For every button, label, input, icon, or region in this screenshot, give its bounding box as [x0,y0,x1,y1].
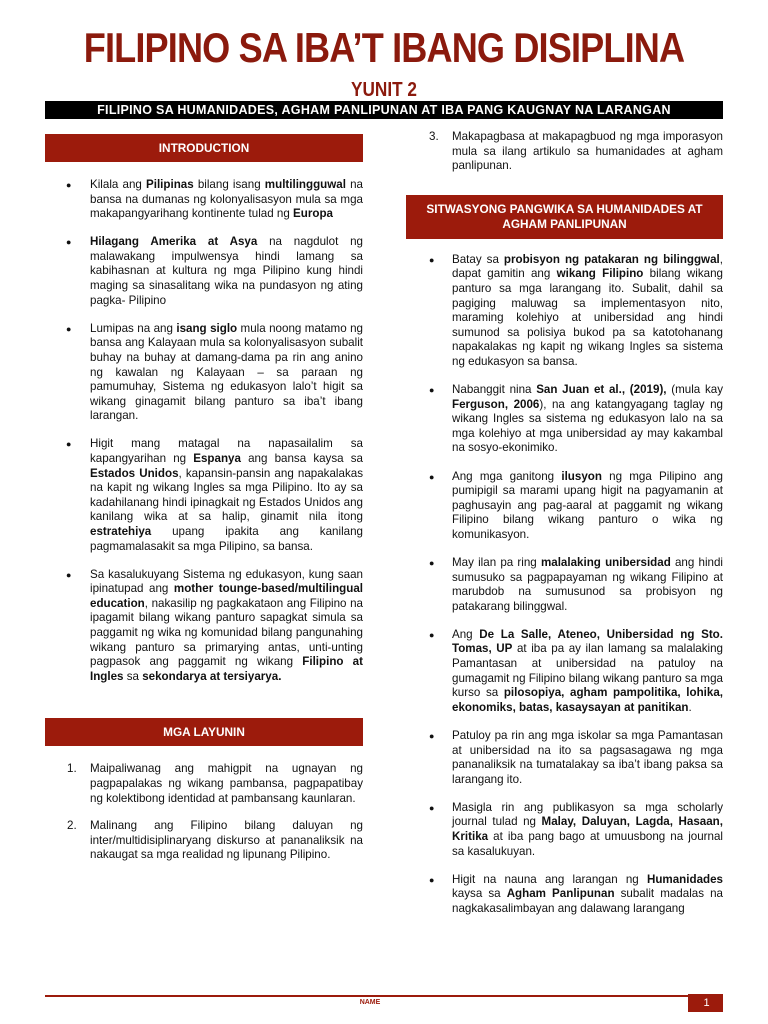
bold-text: mother tounge-based/multilingual education [90,582,363,610]
text-run: at iba pa ay ilan lamang sa malalaking Pamantasan at unibersidad na patuloy na gumagamit ng Filipino bilang wikang panturo sa mga kurso sa [452,642,723,700]
unit-label: YUNIT 2 [351,79,417,101]
layunin-heading: MGA LAYUNIN [45,718,363,746]
list-item [45,762,363,806]
item-number: 3. [429,130,439,143]
layunin-list-continued [406,130,723,174]
text-run: na nagdulot ng malawakang impulwensya hindi lamang sa kabihasnan at kultura ng mga Pilipino kung hindi maging sa sinasalitang wika na pundasyon ng ating pagka- Pilipino [90,235,363,307]
bold-text: Europa [293,207,333,221]
text-run: ang hindi sumusuko sa pagpapayaman ng wikang Filipino at marubdob na sumusunod sa probisyon ng patakarang bilinggwal. [452,555,724,613]
text-run: Batay sa [452,252,504,266]
bold-text: Estados Unidos [90,466,179,480]
right-column [406,130,723,930]
item-text: Malinang ang Filipino bilang daluyan ng inter/multidisiplinaryang diskurso at pananaliksik na nakaugat sa mga realidad ng lipunang Pilipino. [90,819,363,862]
list-item [45,235,363,308]
text-run: na bansa na dumanas ng kolonyalisasyon mula sa mga makapangyarihang kontinente tulad ng [90,178,363,221]
bold-text: Malay, Daluyan, Lagda, Hasaan, Kritika [452,815,723,843]
bold-text: pilosopiya, agham pampolitika, lohika, ekonomiks, batas, kasaysayan at panitikan [452,686,723,714]
text-run: , kapansin-pansin ang napakalakas na kapit ng wikang Ingles sa mga Pilipino. Ito ay sa kadahilanang hindi ipinagkait ng Estados Unidos ang kanilang wika at sa halip, ginamit nila itong [90,466,363,524]
text-run: kaysa sa [452,887,507,901]
bold-text: Agham Panlipunan [506,887,615,901]
list-item [45,437,363,554]
list-item [45,568,363,685]
text-run: at iba pang bago at umuusbong na journal sa kasalukuyan. [452,829,723,858]
text-run: , nakasilip ng pagkakataon ang Filipino na ipagamit bilang wikang panturo sapagkat simula sa paggamit ng wika ng komunidad bilang pangunahing wikang panturo sa primarying antas, unti-unting pagpasok ang paggamit ng wikang [90,596,363,669]
bold-text: Ferguson, 2006 [452,397,540,411]
text-run: ang bansa kaysa sa [240,452,363,465]
document-title: FILIPINO SA IBA’T IBANG DISIPLINA [83,24,685,71]
text-run: Sa kasalukuyang Sistema ng edukasyon, kung saan ipinatupad ang [90,567,363,596]
text-run: Ang mga ganitong [452,469,562,483]
bold-text: isang siglo [176,321,238,335]
list-item [406,801,723,859]
list-item [406,130,723,174]
text-run: bilang wikang panturo sa mga larangang ito. Subalit, dahil sa pagiging maluwag sa implementasyon nito, maraming kolehiyo at unibersidad ang hindi sumunod sa polisiya bukod pa sa katotohanang napakalakas ng kapit ng wikang Ingles sa sistema ng edukasyon sa bansa. [452,267,723,368]
bold-text: Hilagang Amerika at Asya [90,235,258,249]
footer-name-label: NAME [359,999,381,1006]
text-run: Ang [452,627,480,641]
text-run: Patuloy pa rin ang mga iskolar sa mga Pamantasan at unibersidad na ito sa pagsasagawa ng mga pananaliksik na tumatalakay sa iba’t ibang paksa sa larangang ito. [452,728,723,786]
text-run: May ilan pa ring [452,555,541,569]
list-item [406,470,723,543]
left-column [45,134,363,876]
bold-text: Espanya [193,452,241,465]
bold-text: estratehiya [90,524,152,538]
bold-text: malalaking unibersidad [540,555,671,569]
list-item [45,178,363,222]
item-number: 1. [67,762,77,776]
text-run: Kilala ang [90,178,146,191]
bold-text: San Juan et al., (2019), [536,383,667,397]
text-run: ), na ang katangyagang taglay ng wikang Ingles sa sistema ng edukasyon lalo na sa mga kolehiyo at mga unibersidad ay may kakambal na sosyo-ekonimiko. [452,397,723,455]
layunin-list [45,762,363,863]
sitwasyong-pangwika-heading: SITWASYONG PANGWIKA SA HUMANIDADES AT AGHAM PANLIPUNAN [406,195,723,239]
list-item [406,253,723,370]
text-run: . [688,700,692,714]
list-item [45,819,363,863]
list-item [406,628,723,716]
text-run: Nabanggit nina [452,383,537,397]
bold-text: multilingguwal [264,178,346,191]
list-item [406,729,723,787]
list-item [406,556,723,614]
bold-text: Humanidades [646,872,723,886]
text-run: subalit madalas na nagkakasalimbayan ang dalawang larangang [452,887,723,915]
item-number: 2. [67,819,77,833]
page-number: 1 [690,994,723,1012]
list-item [406,383,723,456]
text-run: (mula kay [666,383,723,397]
text-run: Higit na nauna ang larangan ng [452,872,647,886]
list-item [45,322,363,424]
bold-text: probisyon ng patakaran ng bilinggwal [503,252,720,266]
text-run: Masigla rin ang publikasyon sa mga scholarly journal tulad ng [452,800,723,829]
bold-text: Filipino at Ingles [90,655,363,683]
text-run: ng mga Pilipino ang pumipigil sa marami upang higit na pagyamanin at paghusayin ang pag-aaral at paggamit ng wikang Filipino bilang wikang panturo o wika ng komunikasyon. [452,469,723,541]
text-run: Higit mang matagal na napasailalim sa kapangyarihan ng [90,437,363,465]
text-run: Lumipas na ang [90,321,177,335]
item-text: Makapagbasa at makapagbuod ng mga imporasyon mula sa ilang artikulo sa humanidades at agham panlipunan. [452,130,723,173]
introduction-list [45,178,363,684]
text-run: sa [123,669,143,683]
sitwasyong-pangwika-list [406,253,723,917]
bold-text: wikang Filipino [556,267,644,281]
text-run: mula noong matamo ng bansa ang Kalayaan mula sa kolonyalisasyon subalit buhay na buhay at damang-dama pa rin ang anino ng kawalan ng Kalayaan – sa paraan ng pamumuhay, Sistema ng edukasyon lalo’t higit sa wikang ginagamit bilang panturo sa iba’t ibang larangan. [90,321,363,423]
introduction-heading: INTRODUCTION [45,134,363,162]
text-run: , dapat gamitin ang [452,252,723,281]
subtitle-bar: FILIPINO SA HUMANIDADES, AGHAM PANLIPUNAN AT IBA PANG KAUGNAY NA LARANGAN [45,101,723,119]
bold-text: ilusyon [561,469,602,483]
text-run: upang ipakita ang kanilang pagmamalasakit sa mga Pilipino, sa bansa. [90,524,363,553]
bold-text: De La Salle, Ateneo, Unibersidad ng Sto. Tomas, UP [452,627,723,656]
item-text: Maipaliwanag ang mahigpit na ugnayan ng pagpapalakas ng wikang pambansa, pagpapatibay ng kolektibong identidad at pambansang kaunlaran. [90,762,363,805]
text-run: bilang isang [193,178,265,191]
footer-rule [45,995,723,997]
list-item [406,873,723,917]
bold-text: sekondarya at tersiyarya. [142,669,282,683]
bold-text: Pilipinas [146,178,194,191]
